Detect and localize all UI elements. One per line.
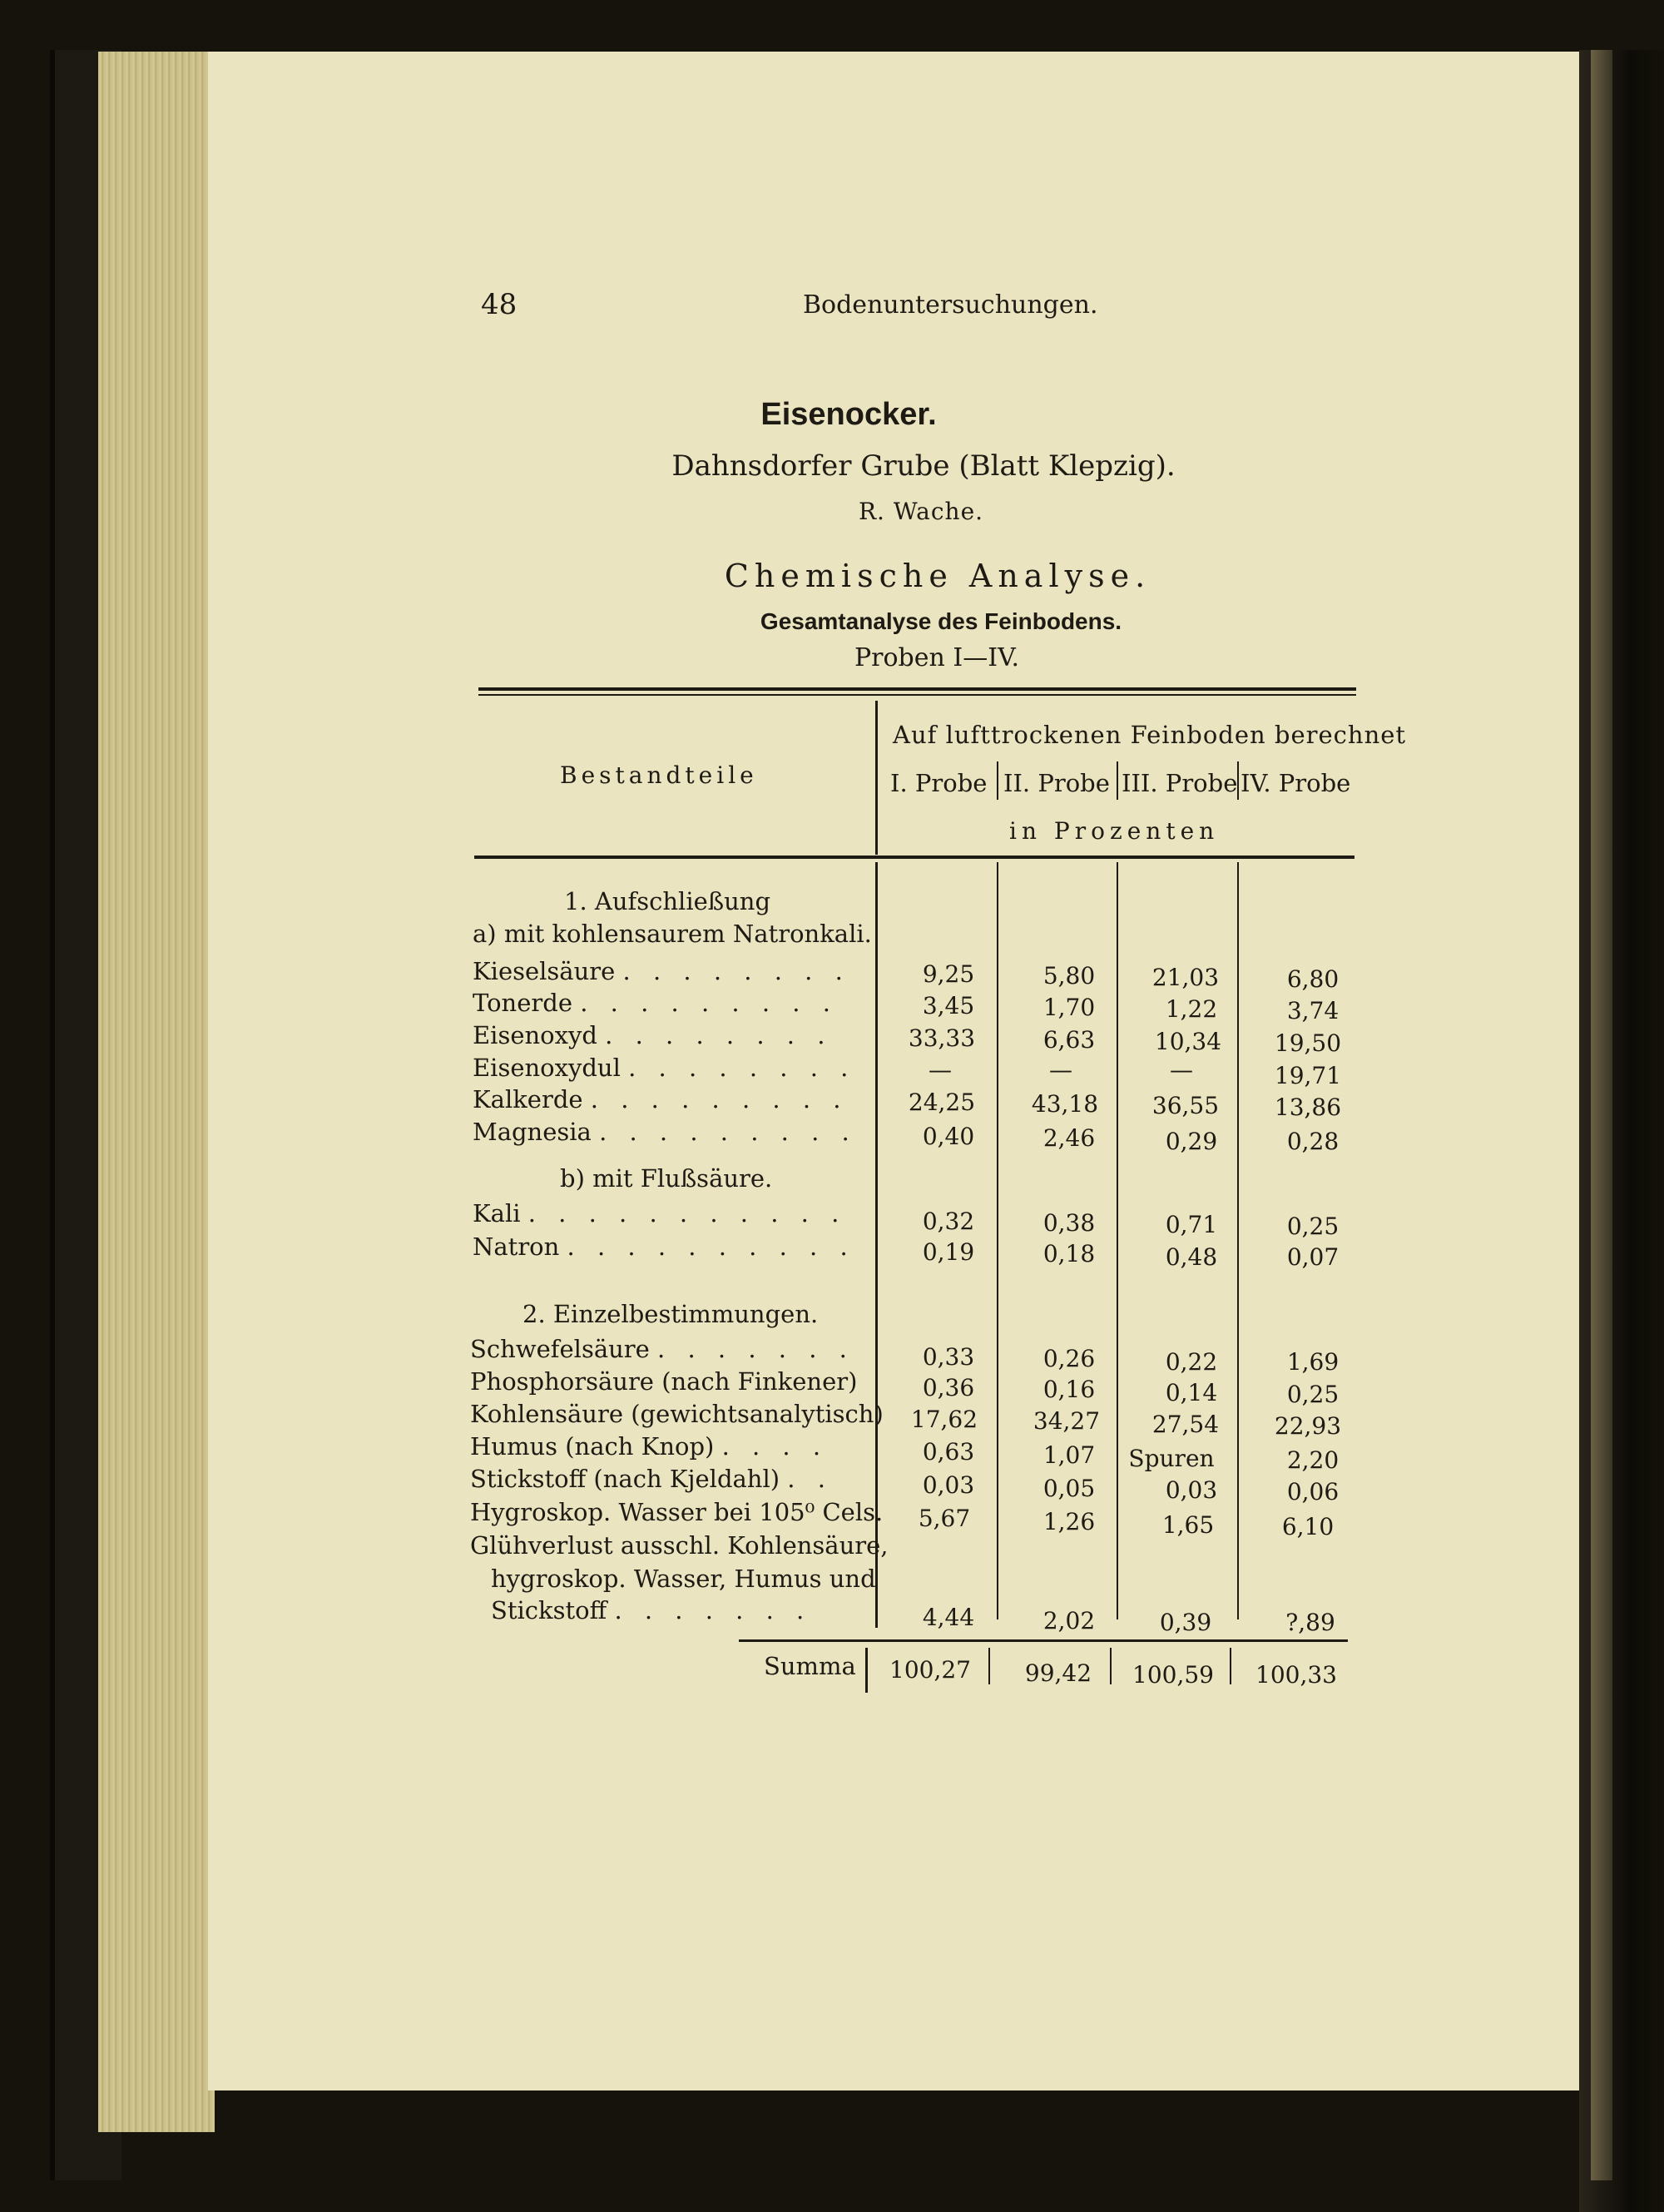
row-label: Kali . . . . . . . . . . . [473,1199,847,1228]
cell-probe-2: 34,27 [1033,1407,1101,1435]
row-label-line-3: Stickstoff . . . . . . . [491,1596,812,1624]
analysis-heading: Chemische Analyse. [724,558,1151,594]
column-header-bestandteile: Bestandteile [560,761,758,789]
summa-top-rule [739,1639,1348,1642]
table-top-rule-thick [478,687,1356,691]
next-page-edge [1591,50,1612,2180]
row-label: Kohlensäure (gewichtsanalytisch) [470,1400,884,1428]
row-label-line-1: Glühverlust ausschl. Kohlensäure, [470,1531,889,1560]
cell-probe-4: 6,80 [1286,965,1340,993]
cell-probe-1: 5,67 [918,1505,971,1532]
row-label: Hygroskop. Wasser bei 105⁰ Cels. [470,1498,884,1526]
row-label: Kieselsäure . . . . . . . . [473,957,850,985]
cell-probe-3: 10,34 [1154,1028,1222,1055]
document-subtitle: Dahnsdorfer Grube (Blatt Klepzig). [671,449,1176,483]
running-title: Bodenuntersuchungen. [803,290,1098,320]
cell-probe-2: — [1049,1056,1072,1084]
cell-probe-2: 1,26 [1042,1508,1096,1535]
cell-probe-3: — [1170,1056,1193,1084]
cell-probe-4: 0,28 [1286,1128,1340,1155]
row-label: Tonerde . . . . . . . . . [473,989,838,1017]
cell-probe-4: 19,50 [1274,1029,1342,1057]
row-label: Magnesia . . . . . . . . . [473,1118,857,1146]
column-header-probe-1: I. Probe [890,769,988,797]
cell-probe-3: 0,22 [1165,1348,1218,1376]
unit-header: in Prozenten [1009,817,1220,845]
cell-probe-3: 0,71 [1165,1211,1218,1238]
probe-divider-1 [997,761,998,800]
cell-probe-2: 6,63 [1042,1026,1096,1054]
cell-probe-2: 0,38 [1042,1209,1096,1237]
cell-probe-2: 5,80 [1042,962,1096,989]
cell-probe-3: 36,55 [1151,1092,1220,1119]
page-number: 48 [481,288,518,321]
summa-probe-2: 99,42 [1024,1659,1092,1687]
cell-probe-1: 0,19 [922,1238,975,1266]
cell-probe-4: 22,93 [1274,1412,1342,1440]
cell-probe-1: 33,33 [908,1024,976,1052]
summa-probe-1: 100,27 [889,1656,971,1684]
summa-probe-4: 100,33 [1255,1661,1337,1689]
cell-probe-4: 2,20 [1286,1446,1340,1474]
row-label: Schwefelsäure . . . . . . . [470,1335,854,1363]
cell-probe-4: ?,89 [1285,1609,1335,1636]
cell-probe-2: 0,16 [1042,1376,1096,1403]
cell-probe-2: 0,18 [1042,1240,1096,1267]
cell-probe-2: 1,70 [1042,994,1096,1021]
samples-line: Proben I—IV. [854,643,1020,672]
cell-probe-4: 13,86 [1274,1094,1342,1121]
summa-vertical-label [865,1648,868,1693]
cell-probe-2: 0,26 [1042,1345,1096,1372]
cell-probe-1: 4,44 [922,1604,975,1631]
row-label: Kalkerde . . . . . . . . . [473,1085,849,1113]
column-group-header: Auf lufttrockenen Feinboden berechnet [893,721,1407,749]
cell-probe-3: 21,03 [1151,964,1220,991]
cell-probe-3: 0,14 [1165,1379,1218,1406]
summa-probe-3: 100,59 [1132,1661,1214,1689]
cell-probe-4: 1,69 [1286,1348,1340,1376]
column-header-probe-4: IV. Probe [1241,769,1351,797]
cell-probe-2: 2,02 [1042,1607,1096,1634]
cell-probe-1: 24,25 [908,1089,976,1116]
cell-probe-3: 0,48 [1165,1243,1218,1271]
row-label-line-2: hygroskop. Wasser, Humus und [491,1565,876,1593]
header-vertical-rule [875,701,878,855]
cell-probe-4: 6,10 [1281,1513,1335,1540]
page-stack-edge [98,52,215,2132]
section-1a-title: a) mit kohlensaurem Natronkali. [473,920,872,948]
summa-vertical-2 [1110,1648,1112,1684]
section-1b-title: b) mit Flußsäure. [560,1164,773,1193]
row-label: Phosphorsäure (nach Finkener) [470,1367,858,1396]
author: R. Wache. [858,498,984,525]
cell-probe-4: 0,25 [1286,1381,1340,1408]
cell-probe-1: 3,45 [922,992,975,1019]
analysis-subheading: Gesamtanalyse des Feinbodens. [760,608,1122,634]
summa-vertical-1 [988,1648,990,1684]
cell-probe-1: 0,03 [922,1471,975,1499]
cell-probe-1: 0,33 [922,1343,975,1371]
cell-probe-1: 0,40 [922,1123,975,1150]
cell-probe-4: 0,07 [1286,1243,1340,1271]
cell-probe-2: 43,18 [1031,1090,1099,1118]
summa-vertical-3 [1230,1648,1231,1684]
cell-probe-4: 0,25 [1286,1213,1340,1240]
cell-probe-3: 0,29 [1165,1128,1218,1155]
cell-probe-3: 27,54 [1151,1411,1220,1438]
cell-probe-3: 0,39 [1159,1609,1212,1636]
row-label: Eisenoxydul . . . . . . . . [473,1054,856,1082]
section-2-title: 2. Einzelbestimmungen. [522,1300,819,1328]
cell-probe-1: 0,36 [922,1374,975,1401]
section-1-title: 1. Aufschließung [564,887,771,915]
column-header-probe-3: III. Probe [1122,769,1238,797]
cell-probe-2: 2,46 [1042,1124,1096,1152]
summa-label: Summa [764,1652,856,1680]
cell-probe-3: 1,22 [1165,995,1218,1023]
cell-probe-2: 1,07 [1042,1441,1096,1469]
row-label: Natron . . . . . . . . . . [473,1232,855,1261]
cell-probe-1: 9,25 [922,960,975,988]
document-title: Eisenocker. [760,397,937,432]
cell-probe-4: 19,71 [1274,1062,1342,1089]
row-label: Stickstoff (nach Kjeldahl) . . [470,1465,833,1493]
cell-probe-1: 0,63 [922,1438,975,1466]
cell-probe-1: — [929,1056,952,1084]
body-vertical-rule-3 [1237,862,1239,1619]
cell-probe-3: 1,65 [1161,1511,1215,1539]
cell-probe-1: 0,32 [922,1208,975,1235]
probe-divider-2 [1117,761,1118,800]
row-label: Eisenoxyd . . . . . . . . [473,1021,833,1049]
cell-probe-3: 0,03 [1165,1476,1218,1504]
cell-probe-4: 3,74 [1286,997,1340,1024]
cell-probe-3: Spuren [1128,1445,1215,1472]
cell-probe-2: 0,05 [1042,1475,1096,1502]
cell-probe-4: 0,06 [1286,1478,1340,1505]
cell-probe-1: 17,62 [910,1406,978,1433]
header-bottom-rule [474,856,1354,859]
row-label: Humus (nach Knop) . . . . [470,1432,829,1461]
column-header-probe-2: II. Probe [1003,769,1110,797]
table-top-rule-thin [478,694,1356,696]
